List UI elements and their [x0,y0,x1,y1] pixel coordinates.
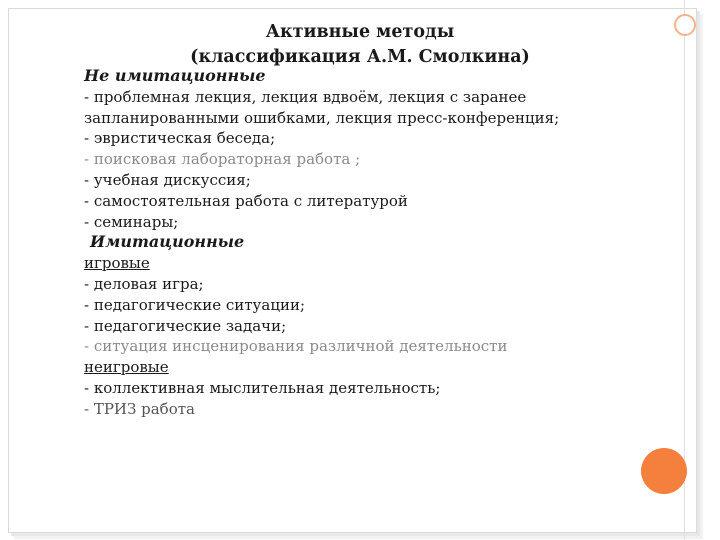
decorative-circle-outline [674,14,696,36]
game-subheading: игровые [84,254,150,273]
decorative-circle-orange [641,448,687,494]
slide-body [84,66,674,420]
list-item: - эвристическая беседа; [84,129,276,148]
list-item: - коллективная мыслительная деятельность; [84,378,441,397]
list-item: - деловая игра; [84,274,204,293]
list-item: - ТРИЗ работа [84,399,195,418]
list-item: - ситуация инсценирования различной деятельности [84,337,508,356]
list-item: запланированными ошибками, лекция пресс-конференция; [84,108,560,127]
nongame-subheading: неигровые [84,358,169,377]
list-item: - самостоятельная работа с литературой [84,191,408,210]
slide-title [100,20,620,70]
list-item: - проблемная лекция, лекция вдвоём, лекция с заранее [84,87,527,106]
list-item: - семинары; [84,212,179,231]
non-imitational-heading: Не имитационные [84,66,266,85]
title-line-2: (классификация А.М. Смолкина) [190,47,530,67]
list-item: - педагогические ситуации; [84,295,306,314]
list-item: - педагогические задачи; [84,316,287,335]
list-item: - учебная дискуссия; [84,170,251,189]
list-item: - поисковая лабораторная работа ; [84,150,361,169]
imitational-heading: Имитационные [90,232,245,252]
title-line-1: Активные методы [265,22,455,42]
